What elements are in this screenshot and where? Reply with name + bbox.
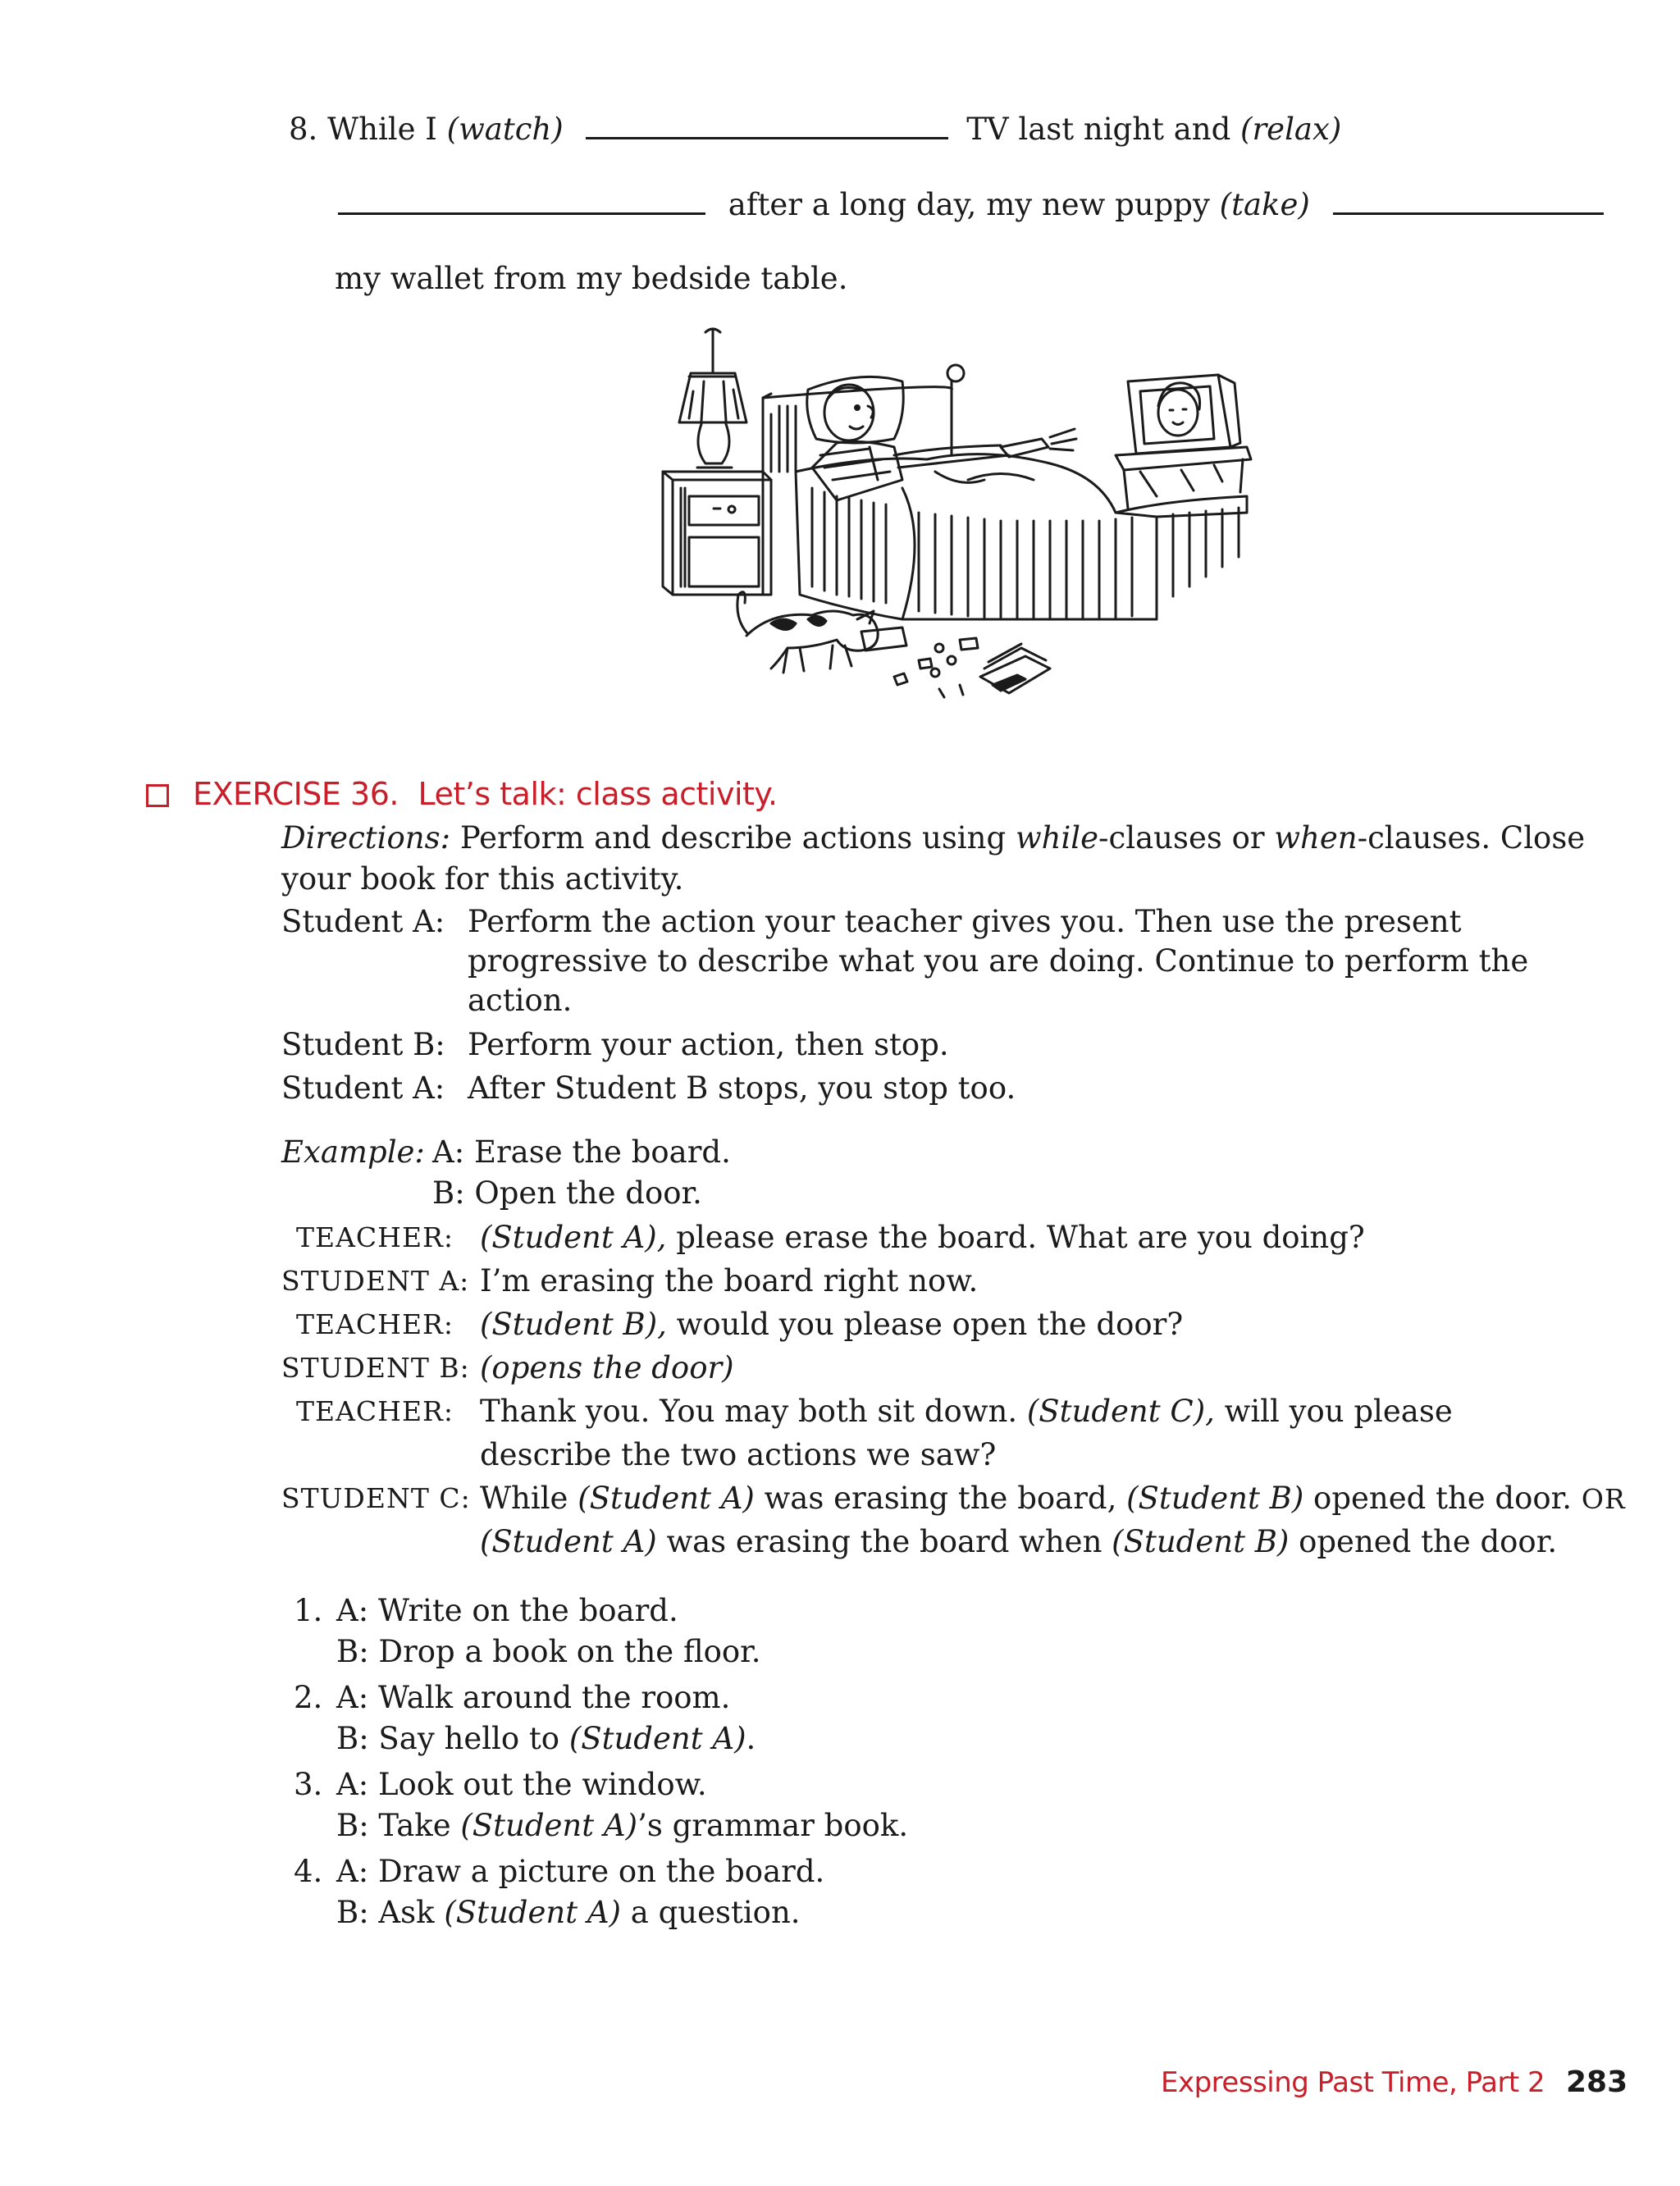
step-1-label: Student A:	[281, 904, 445, 939]
sc2-student-b: (Student B)	[1112, 1524, 1290, 1559]
step-3-label: Student A:	[281, 1070, 445, 1106]
page-number: 283	[1565, 2065, 1628, 2099]
teacher-line-3b: describe the two actions we saw?	[480, 1437, 997, 1472]
chapter-title: Expressing Past Time, Part 2	[1161, 2066, 1545, 2099]
directions-text-3: -clauses. Close	[1357, 820, 1586, 856]
directions-line-2: your book for this activity.	[281, 861, 684, 897]
item-4-number: 4.	[294, 1854, 323, 1889]
q8-verb-watch: (watch)	[446, 112, 564, 147]
step-2-line-1: Perform your action, then stop.	[468, 1027, 949, 1062]
step-1-line-1: Perform the action your teacher gives you. Then use the present	[468, 904, 1462, 939]
q8-line-1	[289, 112, 1341, 148]
sc-end: opened the door.	[1303, 1481, 1582, 1516]
speaker-student-b: STUDENT B:	[281, 1352, 470, 1384]
q8-after-text: after a long day, my new puppy	[728, 187, 1210, 222]
sc-mid: was erasing the board,	[754, 1481, 1127, 1516]
sc-student-a: (Student A)	[578, 1481, 755, 1516]
step-1-line-2: progressive to describe what you are doing. Continue to perform the	[468, 943, 1529, 979]
exercise-title: EXERCISE 36.	[193, 776, 399, 812]
speaker-teacher-2: TEACHER:	[295, 1308, 454, 1340]
item-3-number: 3.	[294, 1767, 323, 1802]
step-3-line-1: After Student B stops, you stop too.	[468, 1070, 1016, 1106]
tv-stand-icon	[1116, 447, 1251, 509]
puppy-icon	[737, 592, 906, 673]
item-2-number: 2.	[294, 1680, 323, 1715]
example-b: B: Open the door.	[432, 1175, 702, 1211]
nightstand-icon	[663, 472, 771, 595]
q8-blank-1[interactable]	[586, 137, 948, 139]
sc-student-b: (Student B)	[1126, 1481, 1304, 1516]
speaker-student-a: STUDENT A:	[281, 1265, 470, 1297]
student-c-line-1	[480, 1481, 1626, 1517]
teacher-text-1: please erase the board. What are you doing?	[666, 1220, 1365, 1255]
directions-text-2: -clauses or	[1098, 820, 1265, 856]
speaker-teacher-3: TEACHER:	[295, 1395, 454, 1427]
q8-verb-relax: (relax)	[1240, 112, 1342, 147]
sc2-student-a: (Student A)	[480, 1524, 657, 1559]
item-2-b: B: Say hello to (Student A).	[336, 1721, 756, 1756]
teacher-text-2: would you please open the door?	[666, 1307, 1184, 1342]
directions-when: when	[1274, 820, 1358, 856]
step-1-line-3: action.	[468, 983, 573, 1018]
item-1-a: A: Write on the board.	[336, 1593, 678, 1628]
item-2-a: A: Walk around the room.	[336, 1680, 731, 1715]
sc2-end: opened the door.	[1289, 1524, 1558, 1559]
student-b-ref: (Student B),	[480, 1307, 667, 1342]
speaker-student-c: STUDENT C:	[281, 1482, 471, 1514]
student-b-line: (opens the door)	[480, 1350, 734, 1385]
teacher-line-2	[480, 1307, 1183, 1343]
q8-tv-text: TV last night and	[966, 112, 1231, 147]
exercise-heading	[193, 776, 778, 814]
item-4-a: A: Draw a picture on the board.	[336, 1854, 825, 1889]
teacher-line-1	[480, 1220, 1365, 1256]
lamp-icon	[679, 329, 746, 468]
q8-blank-2[interactable]	[338, 212, 705, 215]
exercise-checkbox[interactable]	[146, 784, 169, 807]
man-icon	[812, 385, 1009, 500]
example-a: A: Erase the board.	[432, 1134, 731, 1170]
directions-label: Directions:	[281, 820, 451, 856]
wallet-contents-icon	[894, 638, 1050, 697]
exercise-subtitle: Let’s talk: class activity.	[418, 776, 778, 812]
student-c-line-2	[480, 1524, 1557, 1560]
teacher-line-3	[480, 1394, 1453, 1430]
item-3-a: A: Look out the window.	[336, 1767, 707, 1802]
item-3-b: B: Take (Student A)’s grammar book.	[336, 1808, 909, 1843]
directions-line-1	[281, 820, 1585, 856]
page-footer	[1161, 2064, 1628, 2100]
item-4-b: B: Ask (Student A) a question.	[336, 1895, 801, 1930]
student-a-line: I’m erasing the board right now.	[480, 1263, 979, 1298]
sc-or: OR	[1581, 1483, 1626, 1515]
item-1-b: B: Drop a book on the floor.	[336, 1634, 761, 1669]
speaker-teacher-1: TEACHER:	[295, 1221, 454, 1253]
bed-icon	[796, 454, 1247, 619]
q8-blank-3[interactable]	[1333, 212, 1604, 215]
teacher-text-3b: will you please	[1214, 1394, 1453, 1429]
q8-number: 8.	[289, 112, 318, 147]
q8-line-3: my wallet from my bedside table.	[335, 261, 848, 296]
step-2-label: Student B:	[281, 1027, 445, 1062]
q8-while-i: While I	[327, 112, 437, 147]
tv-icon	[1128, 375, 1240, 454]
q8-line-2	[338, 187, 1604, 223]
student-a-ref: (Student A),	[480, 1220, 667, 1255]
directions-while: while	[1015, 820, 1099, 856]
student-c-ref: (Student C),	[1026, 1394, 1215, 1429]
example-label: Example:	[281, 1134, 425, 1170]
sc-while: While	[480, 1481, 578, 1516]
sc2-mid: was erasing the board when	[656, 1524, 1112, 1559]
headboard-icon	[763, 365, 964, 595]
bedroom-illustration	[656, 324, 1263, 710]
remote-icon	[1001, 439, 1048, 457]
item-1-number: 1.	[294, 1593, 323, 1628]
q8-verb-take: (take)	[1219, 187, 1310, 222]
teacher-text-3: Thank you. You may both sit down.	[480, 1394, 1027, 1429]
directions-text: Perform and describe actions using	[459, 820, 1007, 856]
